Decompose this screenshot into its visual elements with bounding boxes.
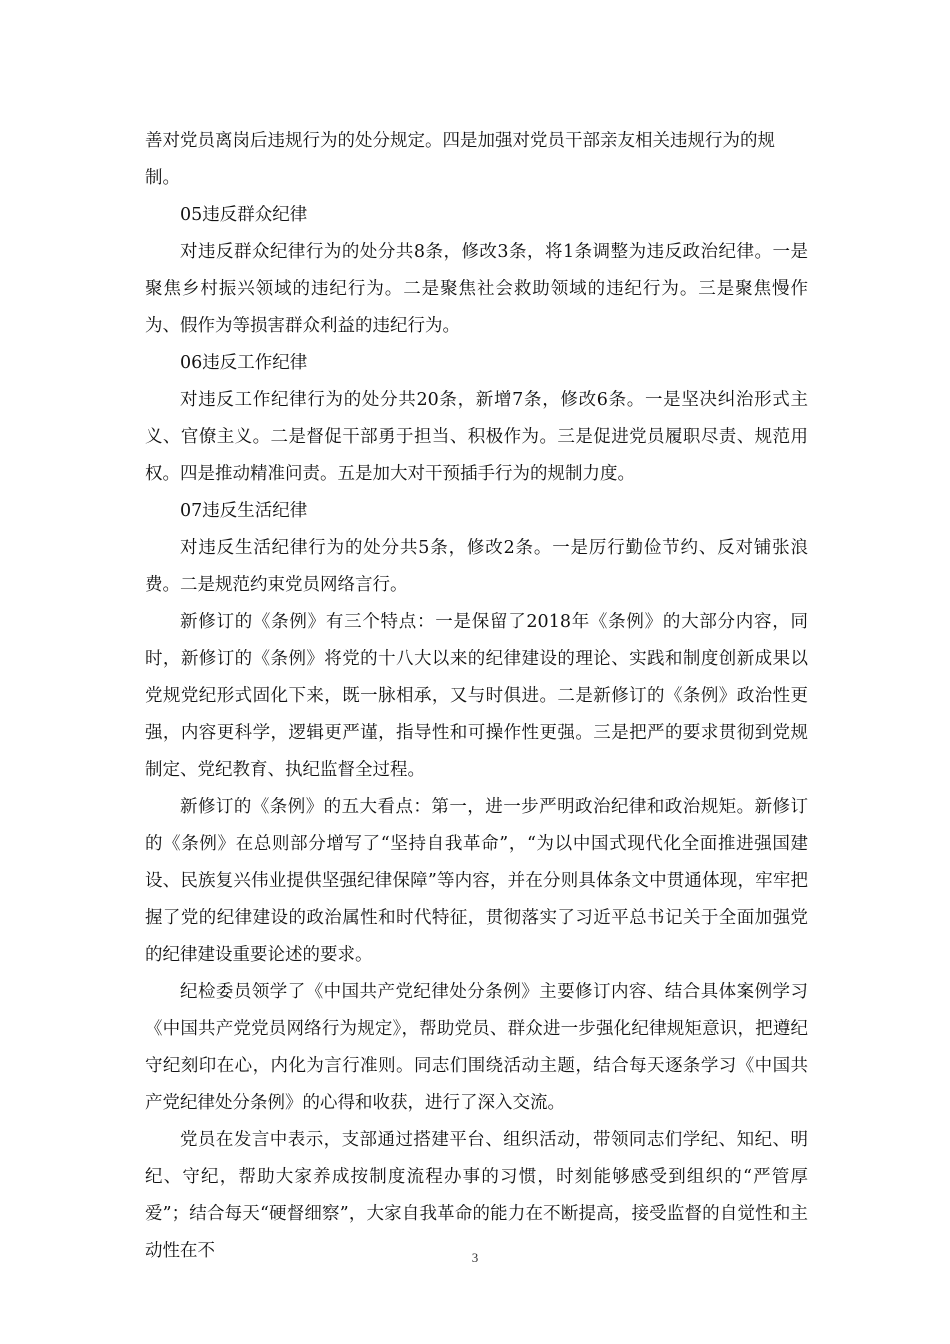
document-body bbox=[145, 123, 808, 1270]
section-heading-06: 06违反工作纪律 bbox=[180, 353, 308, 373]
section-body-05: 对违反群众纪律行为的处分共8条，修改3条，将1条调整为违反政治纪律。一是聚焦乡村振兴领域的违纪行为。二是聚焦社会救助领域的违纪行为。三是聚焦慢作为、假作为等损害群众利益的违纪行为。 bbox=[145, 242, 808, 336]
paragraph-study-session: 纪检委员领学了《中国共产党纪律处分条例》主要修订内容、结合具体案例学习《中国共产党党员网络行为规定》，帮助党员、群众进一步强化纪律规矩意识，把遵纪守纪刻印在心，内化为言行准则。同志们围绕活动主题，结合每天逐条学习《中国共产党纪律处分条例》的心得和收获，进行了深入交流。 bbox=[145, 982, 808, 1113]
page-number: 3 bbox=[471, 1250, 479, 1265]
lead-line: 善对党员离岗后违规行为的处分规定。四是加强对党员干部亲友相关违规行为的规制。 bbox=[145, 131, 775, 188]
paragraph-features: 新修订的《条例》有三个特点：一是保留了2018年《条例》的大部分内容，同时，新修订的《条例》将党的十八大以来的纪律建设的理论、实践和制度创新成果以党规党纪形式固化下来，既一脉相承，又与时俱进。二是新修订的《条例》政治性更强，内容更科学，逻辑更严谨，指导性和可操作性更强。三是把严的要求贯彻到党规制定、党纪教育、执纪监督全过程。 bbox=[145, 612, 808, 780]
paragraph-member-remarks: 党员在发言中表示，支部通过搭建平台、组织活动，带领同志们学纪、知纪、明纪、守纪，帮助大家养成按制度流程办事的习惯，时刻能够感受到组织的“严管厚爱”；结合每天“硬督细察”，大家自我革命的能力在不断提高，接受监督的自觉性和主动性在不 bbox=[145, 1130, 808, 1261]
section-body-07: 对违反生活纪律行为的处分共5条，修改2条。一是厉行勤俭节约、反对铺张浪费。二是规范约束党员网络言行。 bbox=[145, 538, 808, 595]
section-body-06: 对违反工作纪律行为的处分共20条，新增7条，修改6条。一是坚决纠治形式主义、官僚主义。二是督促干部勇于担当、积极作为。三是促进党员履职尽责、规范用权。四是推动精准问责。五是加大对干预插手行为的规制力度。 bbox=[145, 390, 808, 484]
section-heading-05: 05违反群众纪律 bbox=[180, 205, 308, 225]
paragraph-highlights: 新修订的《条例》的五大看点：第一，进一步严明政治纪律和政治规矩。新修订的《条例》在总则部分增写了“坚持自我革命”，“为以中国式现代化全面推进强国建设、民族复兴伟业提供坚强纪律保障”等内容，并在分则具体条文中贯通体现，牢牢把握了党的纪律建设的政治属性和时代特征，贯彻落实了习近平总书记关于全面加强党的纪律建设重要论述的要求。 bbox=[145, 797, 808, 965]
section-heading-07: 07违反生活纪律 bbox=[180, 501, 308, 521]
